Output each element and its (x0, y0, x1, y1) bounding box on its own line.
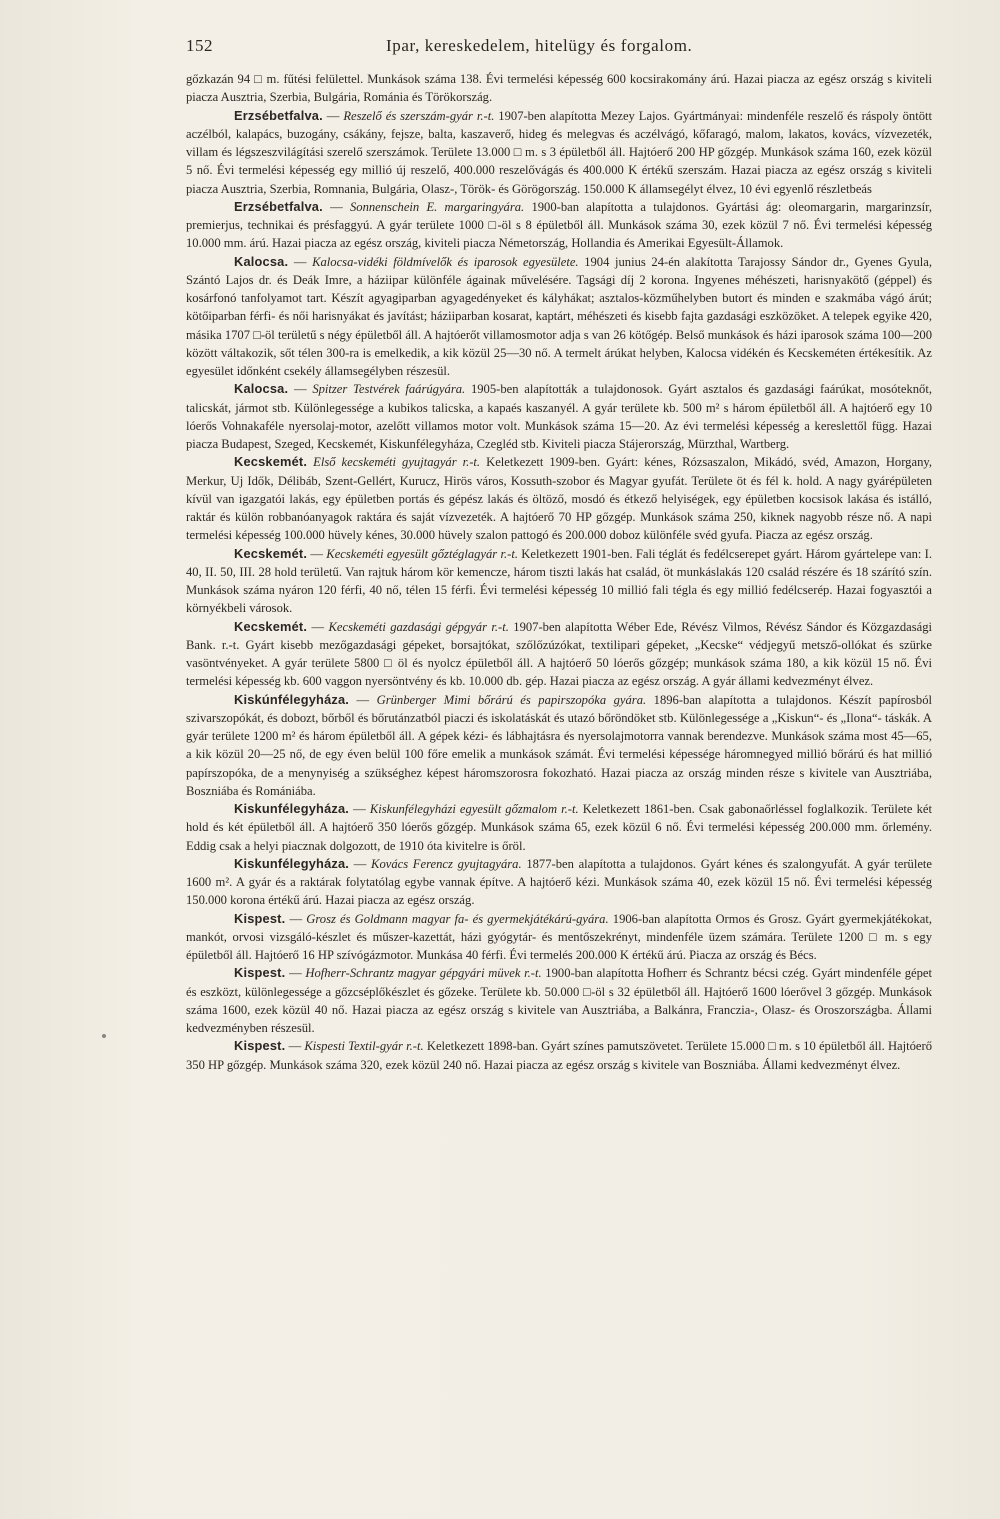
entry-text: 1900-ban alapította Hofherr és Schrantz bécsi czég. Gyárt mindenféle gépet és eszközt, különlegessége a gőzcséplőkészlet és gőzeke. Területe kb. 50.000 □-öl s 32 épületből áll. Hajtóerő 1600 lóerővel 3 gőzgép. Munkások száma 1600, ezek közül 40 nő. Hazai piacza az egész ország s kivitele van Ausztriába, a Balkánra, Franczia-, Olasz- és Oroszországba. Állami kedvezményben részesül. (186, 966, 932, 1035)
entry-place: Kiskunfélegyháza. (234, 801, 350, 816)
entry-text: 1907-ben alapította Mezey Lajos. Gyártmányai: mindenféle reszelő és ráspoly öntött aczélból, kalapács, buzogány, csákány, fejsze, balta, kaszaverő, hideg és melegvas és aczélvágó, kőfaragó, malom, lakatos, kovács, vízvezeték, villam és légszeszvilágítási szerelő szerszámok. Területe 13.000 □ m. s 3 épületből áll. Hajtóerő 200 HP gőzgép. Munkások száma 160, ezek közül 5 nő. Évi termelési képesség egy millió új reszelő, 400.000 reszelővágás és 400.000 K értékű szerszám. Hazai piacza az egész ország s kiviteli piacza Ausztria, Szerbia, Romnania, Bulgária, Olasz-, Török- és Görögország. 150.000 K államsegélyt élvez, 10 évi egyenlő részletbeás (186, 108, 932, 196)
entry-text: 1877-ben alapította a tulajdonos. Gyárt kénes és szalongyufát. A gyár területe 1600 m². A gyár és a raktárak folytatólag egybe vannak építve. A hajtóerő kézi. Munkások száma 40, ezek közül 15 nő. Évi termelési képesség 150.000 korona értékű árú. Hazai piacza az egész ország. (186, 856, 933, 908)
entry-place: Kispest. (234, 910, 286, 926)
entry-place: Kecskemét. (234, 454, 308, 470)
entry-place: Kalocsa. (234, 253, 289, 269)
entry-text: 1907-ben alapította Wéber Ede, Révész Vilmos, Révész Sándor és Közgazdasági Bank. r.-t. Gyárt kisebb mezőgazdasági gépeket, borsajtókat, szőlőzúzókat, textilipari gépeket, „Kecske“ védjegyű metsző-ollókat és szürke vasöntvényeket. A gyár területe 5800 □ öl és nyolcz épületből áll. A hajtóerő 50 lóerős gőzgép; munkások száma 180, a kik közül 15 nő. Évi termelési képesség kb. 600 vaggon nyersöntvény és kb. 10.000 db. gép. Hazai piacza az egész ország. A gyár állami kedvezményt élvez. (186, 619, 933, 689)
entry: Kalocsa. — Kalocsa-vidéki földmívelők és iparosok egyesülete. 1904 junius 24-én alakította Tarajossy Sándor dr., Gyenes Gyula, Szántó Lajos dr. és Deák Imre, a háziipar különféle ágainak művelésére. Tagsági díj 2 korona. Ingyenes méhészeti, harisnyakötő (géppel) és kosárfonó tanfolyamot tart. Készít agyagiparban agyagedényeket és kályhákat; asztalos-közműhelyben butort és minden e szakmába vágó árút; kötőiparban férfi- és női harisnyákat és javítást; háziiparban kosarat, kaptárt, méhészeti és kisebb fajta gazdasági eszközöket. A telepek egyike 420, másika 1707 □-öl területű s négy épületből áll. A hajtóerőt villamosmotor adja s van 26 kötőgép. Belső munkások és házi iparosok száma 100—200 között váltakozik, sőt télen 300-ra is emelkedik, a kik közül 25—30 nő. A termelt árúkat helyben, Kalocsa vidékén és Kecskeméten értékesítik. Az egyesület időnként csekély államsegélyben részesül. (186, 253, 932, 378)
entry-place: Kecskemét. (234, 545, 308, 561)
entry: Kispest. — Grosz és Goldmann magyar fa- és gyermekjátékárú-gyára. 1906-ban alapította Ormos és Grosz. Gyárt gyermekjátékokat, mankót, orvosi vizsgáló-készlet és műszer-kazettát, házi gyógytár- és mentőszekrényt, mindenféle üzem számára. Területe 1200 □ m. s egy épületből áll. Hajtóerő 16 HP szívógázmotor. Munkása 40 férfi. Évi termelés 200.000 K értékű árú. Piacza az ország és Bécs. (186, 910, 933, 962)
entry (186, 453, 932, 544)
entry: Kecskemét. — Kecskeméti egyesült gőztéglagyár r.-t. Keletkezett 1901-ben. Fali téglát és fedélcserepet gyárt. Három gyártelepe van: I. 40, II. 50, III. 28 hold területű. Van rajtuk három kör kemencze, három tiszti lakás hat család, öt munkáslakás 120 család részére és 18 szárító szín. Munkások száma nyáron 120 férfi, 40 nő, télen 15 férfi. Évi termelési képesség 10 millió fali tégla és egy millió fedélcserép. Hazai fogyasztói a környékbeli városok. (186, 545, 932, 616)
entry-company: Grünberger Mimi bőrárú és papirszopóka gyára. (376, 692, 647, 707)
entry-text: 1905-ben alapították a tulajdonosok. Gyárt asztalos és gazdasági faárúkat, mosóteknőt, talicskát, jármot stb. Különlegessége a kubikos talicska, a kapaés kaszanyél. A gyár területe kb. 500 m² s három épületből áll. A hajtóerő egy 10 lóerős Vohnakaféle nyersolaj-motor, azelőtt villamos motor volt. Munkások száma 15—20. Az évi termelési képesség a kereslettől függ. Hazai piacza Budapest, Szeged, Kecskemét, Kiskunfélegyháza, Czegléd stb. Kiviteli piacza Stájerország, Mürzthal, Wartberg. (186, 382, 933, 451)
entry: Kiskúnfélegyháza. — Grünberger Mimi bőrárú és papirszopóka gyára. 1896-ban alapította a tulajdonos. Készít papírosból szivarszopókát, és dobozt, bőrből és bőrutánzatból piaczi és iskolatáskát és utazó bőröndöket stb. Különlegessége a „Kiskun“- és „Ilona“- táskák. A gyár területe 1200 m² és három épületből áll. A gépek kézi- és lábhajtásra és nyersolajmotorra vannak berendezve. Munkások száma most 45—65, a kik közül 20—25 nő, de egy éven belül 100 főre emelik a munkások számát. Évi termelési képessége háromnegyed millió bőrárú és hat millió papírszopóka, de a menynyiség a szükséghez képest háromszorosra fokozható. Hazai piacza az ország minden része s kivitele van Ausztriába, Boszniába és Romániába. (186, 691, 932, 798)
page-number: 152 (186, 36, 213, 55)
entry: Kecskemét. — Kecskeméti gazdasági gépgyár r.-t. 1907-ben alapította Wéber Ede, Révész Vilmos, Révész Sándor és Közgazdasági Bank. r.-t. Gyárt kisebb mezőgazdasági gépeket, borsajtókat, szőlőzúzókat, textilipari gépeket, „Kecske“ védjegyű metsző-ollókat és szürke vasöntvényeket. A gyár területe 5800 □ öl és nyolcz épületből áll. A hajtóerő 50 lóerős gőzgép; munkások száma 180, a kik közül 15 nő. Évi termelési képesség kb. 600 vaggon nyersöntvény és kb. 10.000 db. gép. Hazai piacza az egész ország. A gyár állami kedvezményt élvez. (186, 618, 933, 689)
entry-place: Kiskúnfélegyháza. (234, 691, 350, 707)
entry-company: Kecskeméti egyesült gőztéglagyár r.-t. (326, 546, 518, 561)
entry-company: Kecskeméti gazdasági gépgyár r.-t. (328, 619, 509, 634)
entry-company: Kiskunfélegyházi egyesült gőzmalom r.-t. (369, 802, 579, 816)
entry: Kiskunfélegyháza. — Kiskunfélegyházi egyesült gőzmalom r.-t. Keletkezett 1861-ben. Csak gabonaőrléssel foglalkozik. Területe két hold és két épületből áll. A hajtóerő 350 lóerős gőzgép. Munkások száma 65, ezek közül 6 nő. Évi termelési képesség 200.000 mm. őrlemény. Eddig csak a helyi piacznak dolgozott, de 1910 óta kivitelre is őröl. (186, 801, 932, 853)
entry-company: Első kecskeméti gyujtagyár r.-t. (313, 455, 481, 470)
entry-place: Kiskunfélegyháza. (234, 855, 350, 871)
entry-place: Kalocsa. (234, 381, 289, 397)
entry-continuation (186, 70, 932, 107)
entry-company: Hofherr-Schrantz magyar gépgyári müvek r.-t. (305, 966, 542, 981)
entry-place: Erzsébetfalva. (234, 107, 323, 123)
entries-list (186, 70, 932, 1074)
entry-text: 1906-ban alapította Ormos és Grosz. Gyárt gyermekjátékokat, mankót, orvosi vizsgáló-készlet és műszer-kazettát, házi gyógytár- és mentőszekrényt, mindenféle üzem számára. Területe 1200 □ m. s egy épületből áll. Hajtóerő 16 HP szívógázmotor. Munkása 40 férfi. Évi termelés 200.000 K értékű árú. Piacza az ország és Bécs. (186, 911, 933, 962)
entry-place: Kecskemét. (234, 618, 308, 634)
entry-text: 1900-ban alapította a tulajdonos. Gyártási ág: oleomargarin, margarinzsír, premierjus, technikai és présfaggyú. A gyár területe 1000 □-öl s 8 épületből áll. Munkások száma 30, ezek közül 7 nő. Évi termelési képesség 10.000 mm. árú. Hazai piacza az egész ország, kiviteli piacza Németország, Hollandia és Amerikai Egyesült-Államok. (186, 199, 932, 251)
running-title: Ipar, kereskedelem, hitelügy és forgalom. (386, 36, 693, 55)
entry: Kiskunfélegyháza. — Kovács Ferencz gyujtagyára. 1877-ben alapította a tulajdonos. Gyárt kénes és szalongyufát. A gyár területe 1600 m². A gyár és a raktárak folytatólag egybe vannak építve. A hajtóerő kézi. Munkások száma 40, ezek közül 15 nő. Évi termelési képesség 150.000 korona értékű árú. Hazai piacza az egész ország. (186, 855, 933, 908)
entry: Erzsébetfalva. — Sonnenschein E. margaringyára. 1900-ban alapította a tulajdonos. Gyártási ág: oleomargarin, margarinzsír, premierjus, technikai és présfaggyú. A gyár területe 1000 □-öl s 8 épületből áll. Munkások száma 30, ezek közül 7 nő. Évi termelési képesség 10.000 mm. árú. Hazai piacza az egész ország, kiviteli piacza Németország, Hollandia és Amerikai Egyesült-Államok. (186, 198, 932, 251)
entry-company: Spitzer Testvérek faárúgyára. (312, 382, 466, 397)
entry: Erzsébetfalva. — Reszelő és szerszám-gyár r.-t. 1907-ben alapította Mezey Lajos. Gyártmányai: mindenféle reszelő és ráspoly öntött aczélból, kalapács, buzogány, csákány, fejsze, balta, kaszaverő, hideg és melegvas és aczélvágó, kőfaragó, malom, lakatos, kovács, vízvezeték, villam és légszeszvilágítási szerelő szerszámok. Területe 13.000 □ m. s 3 épületből áll. Hajtóerő 200 HP gőzgép. Munkások száma 160, ezek közül 5 nő. Évi termelési képesség egy millió új reszelő, 400.000 reszelővágás és 400.000 K értékű szerszám. Hazai piacza az egész ország s kiviteli piacza Ausztria, Szerbia, Romnania, Bulgária, Olasz-, Török- és Görögország. 150.000 K államsegélyt élvez, 10 évi egyenlő részletbeás (186, 107, 932, 196)
entry-text: 1904 junius 24-én alakította Tarajossy Sándor dr., Gyenes Gyula, Szántó Lajos dr. és Deák Imre, a háziipar különféle ágainak művelésére. Tagsági díj 2 korona. Ingyenes méhészeti, harisnyakötő (géppel) és kosárfonó tanfolyamot tart. Készít agyagiparban agyagedényeket és kályhákat; asztalos-közműhelyben butort és minden e szakmába vágó árút; kötőiparban férfi- és női harisnyákat és javítást; háziiparban kosarat, kaptárt, méhészeti és kisebb fajta gazdasági eszközöket. A telepek egyike 420, másika 1707 □-öl területű s négy épületből áll. A hajtóerőt villamosmotor adja s van 26 kötőgép. Belső munkások és házi iparosok száma 100—200 között váltakozik, sőt télen 300-ra is emelkedik, a kik közül 25—30 nő. A termelt árúkat helyben, Kalocsa vidékén és Kecskeméten értékesítik. Az egyesület időnként csekély államsegélyben részesül. (186, 254, 932, 378)
entry-text: Keletkezett 1898-ban. Gyárt színes pamutszövetet. Területe 15.000 □ m. s 10 épületből áll. Hajtóerő 350 HP gőzgép. Munkások száma 320, ezek közül 240 nő. Hazai piacza az egész ország s kivitele van Boszniába. Állami kedvezményt élvez. (186, 1039, 933, 1072)
entry-company: Sonnenschein E. margaringyára. (349, 199, 525, 214)
entry-text: 1896-ban alapította a tulajdonos. Készít papírosból szivarszopókát, és dobozt, bőrből és bőrutánzatból piaczi és iskolatáskát és utazó bőröndöket stb. Különlegessége a „Kiskun“- és „Ilona“- táskák. A gyár területe 1200 m² és három épületből áll. A gépek kézi- és lábhajtásra és nyersolajmotorra vannak berendezve. Munkások száma most 45—65, a kik közül 20—25 nő, de egy éven belül 100 főre emelik a munkások számát. Évi termelési képessége háromnegyed millió bőrárú és hat millió papírszopóka, de a menynyiség a szükséghez képest háromszorosra fokozható. Hazai piacza az ország minden része s kivitele van Ausztriába, Boszniába és Romániába. (186, 692, 932, 798)
running-head (186, 34, 932, 70)
entry-place: Kispest. (234, 965, 286, 981)
entry-place: Erzsébetfalva. (234, 198, 323, 214)
entry-text: Keletkezett 1909-ben. Gyárt: kénes, Rózsaszalon, Mikádó, svéd, Amazon, Horgany, Merkur, Uj Idők, Délibáb, Szent-Gellért, Kurucz, Hirös város, Kossuth-szobor és Magyar gyufát. Területe öt és fél k. hold. A nagy gyárépületen kívül van igazgatói lakás, egy épületben portás és gépész lakás és öltöző, mosdó és étkező helyiségek, egy épületben kocsisok lakása és istálló, raktár és külön robbanóanyagok raktára és saját vízvezeték. A hajtóerő 70 HP gőzgép. Munkások száma 250, kiknek nagyobb része nő. A napi termelési képesség 100.000 hüvely kénes, 30.000 hüvely szalon pattogó és 200.000 doboz különféle svéd gyufa. Piacza az egész ország. (186, 455, 932, 543)
entry-company: Kalocsa-vidéki földmívelők és iparosok egyesülete. (312, 254, 579, 269)
entry-company: Kovács Ferencz gyujtagyára. (371, 856, 522, 871)
entry-text: Keletkezett 1901-ben. Fali téglát és fedélcserepet gyárt. Három gyártelepe van: I. 40, II. 50, III. 28 hold területű. Van rajtuk három kör kemencze, három tiszti lakás hat család, öt munkáslakás 120 család részére és 18 szárító szín. Munkások száma nyáron 120 férfi, 40 nő, télen 15 férfi. Évi termelési képesség 10 millió fali tégla és egy millió fedélcserép. Hazai fogyasztói a környékbeli városok. (186, 546, 932, 616)
entry: Kalocsa. — Spitzer Testvérek faárúgyára. 1905-ben alapították a tulajdonosok. Gyárt asztalos és gazdasági faárúkat, mosóteknőt, talicskát, jármot stb. Különlegessége a kubikos talicska, a kapaés kaszanyél. A gyár területe kb. 500 m² s három épületből áll. A hajtóerő egy 10 lóerős Vohnakaféle nyersolaj-motor, azelőtt villamos motor volt. Munkások száma 15—20. Az évi termelési képesség a kereslettől függ. Hazai piacza Budapest, Szeged, Kecskemét, Kiskunfélegyháza, Czegléd stb. Kiviteli piacza Stájerország, Mürzthal, Wartberg. (186, 381, 933, 451)
entry-text: gőzkazán 94 □ m. fűtési felülettel. Munkások száma 138. Évi termelési képesség 600 kocsirakomány árú. Hazai piacza az egész ország s kiviteli piacza Ausztria, Szerbia, Bulgária, Románia és Törökország. (186, 72, 932, 105)
entry-company: Kispesti Textil-gyár r.-t. (304, 1039, 424, 1054)
entry-company: Reszelő és szerszám-gyár r.-t. (343, 108, 495, 123)
entry-place: Kispest. (234, 1038, 286, 1054)
entry-text: Keletkezett 1861-ben. Csak gabonaőrléssel foglalkozik. Területe két hold és két épületből áll. A hajtóerő 350 lóerős gőzgép. Munkások száma 65, ezek közül 6 nő. Évi termelési képesség 200.000 mm. őrlemény. Eddig csak a helyi piacznak dolgozott, de 1910 óta kivitelre is őröl. (186, 802, 932, 853)
entry: Kispest. — Hofherr-Schrantz magyar gépgyári müvek r.-t. 1900-ban alapította Hofherr és Schrantz bécsi czég. Gyárt mindenféle gépet és eszközt, különlegessége a gőzcséplőkészlet és gőzeke. Területe kb. 50.000 □-öl s 32 épületből áll. Hajtóerő 1600 lóerővel 3 gőzgép. Munkások száma 1600, ezek közül 40 nő. Hazai piacza az egész ország s kivitele van Ausztriába, a Balkánra, Franczia-, Olasz- és Oroszországba. Állami kedvezményben részesül. (186, 965, 932, 1035)
entry-company: Grosz és Goldmann magyar fa- és gyermekjátékárú-gyára. (306, 911, 609, 926)
scan-speck (102, 1034, 106, 1038)
entry: Kispest. — Kispesti Textil-gyár r.-t. Keletkezett 1898-ban. Gyárt színes pamutszövetet. Területe 15.000 □ m. s 10 épületből áll. Hajtóerő 350 HP gőzgép. Munkások száma 320, ezek közül 240 nő. Hazai piacza az egész ország s kivitele van Boszniába. Állami kedvezményt élvez. (186, 1038, 933, 1072)
